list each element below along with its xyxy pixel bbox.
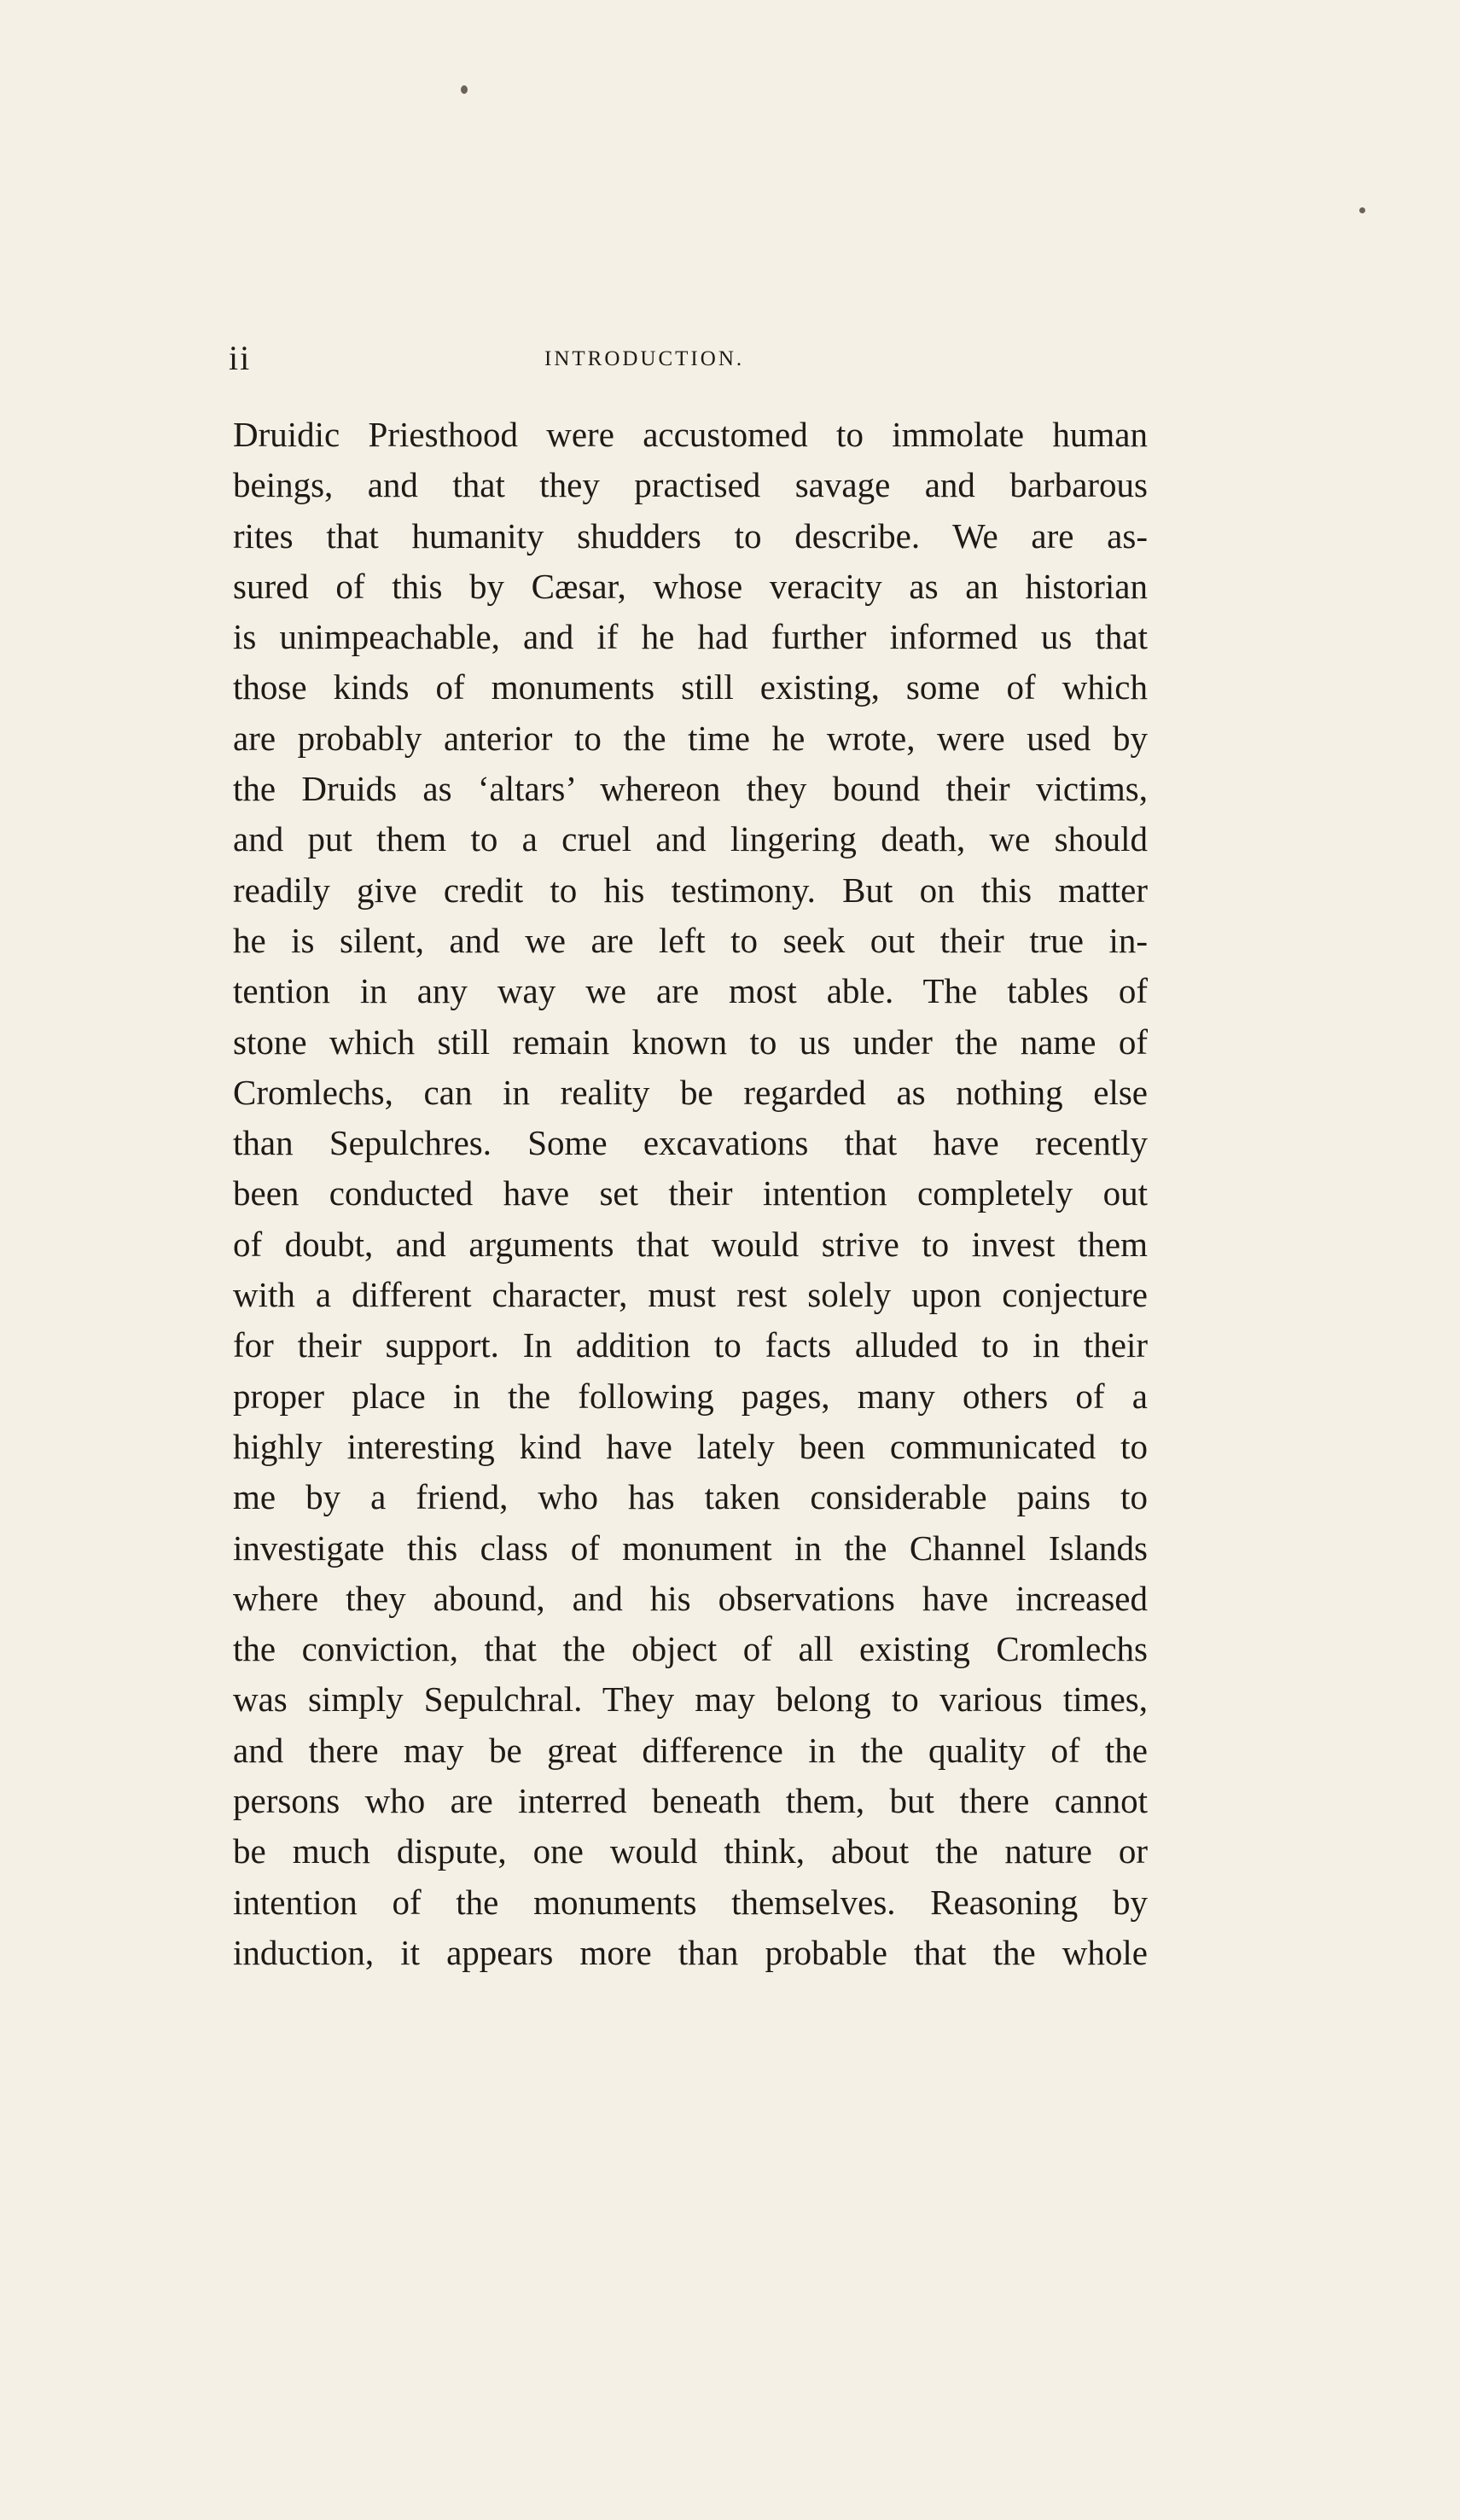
- text-line: Druidic Priesthood were accustomed to immolate human: [233, 415, 1148, 454]
- text-line: he is silent, and we are left to seek out their true in-: [233, 920, 1148, 960]
- text-line: was simply Sepulchral. They may belong to various times,: [233, 1679, 1148, 1720]
- running-head: [229, 337, 1150, 380]
- text-line: been conducted have set their intention completely out: [233, 1173, 1148, 1213]
- text-line: induction, it appears more than probable that the whole: [233, 1932, 1148, 1972]
- text-line: me by a friend, who has taken considerable pains to: [233, 1477, 1148, 1517]
- text-line: Cromlechs, can in reality be regarded as nothing else: [233, 1072, 1148, 1112]
- text-line: sured of this by Cæsar, whose veracity as an historian: [233, 566, 1148, 606]
- text-line: the Druids as ‘altars’ whereon they bound their victims,: [233, 769, 1148, 809]
- page-number: ii: [229, 339, 252, 377]
- text-line: of doubt, and arguments that would strive to invest them: [233, 1224, 1148, 1264]
- text-line: stone which still remain known to us under the name of: [233, 1021, 1148, 1062]
- body-text: [233, 410, 1148, 1978]
- text-line: beings, and that they practised savage and barbarous: [233, 465, 1148, 505]
- text-line: and put them to a cruel and lingering death, we should: [233, 819, 1148, 859]
- text-line: be much dispute, one would think, about the nature or: [233, 1831, 1148, 1871]
- text-line: and there may be great difference in the quality of the: [233, 1730, 1148, 1770]
- paper-speck: [1359, 207, 1365, 213]
- text-line: readily give credit to his testimony. But on this matter: [233, 870, 1148, 910]
- text-line: are probably anterior to the time he wrote, were used by: [233, 718, 1148, 758]
- text-line: highly interesting kind have lately been communicated to: [233, 1426, 1148, 1466]
- text-line: the conviction, that the object of all existing Cromlechs: [233, 1629, 1148, 1669]
- text-line: intention of the monuments themselves. Reasoning by: [233, 1882, 1148, 1922]
- text-line: for their support. In addition to facts alluded to in their: [233, 1325, 1148, 1365]
- text-line: where they abound, and his observations have increased: [233, 1578, 1148, 1618]
- text-line: investigate this class of monument in the Channel Islands: [233, 1528, 1148, 1568]
- text-line: tention in any way we are most able. The tables of: [233, 971, 1148, 1011]
- text-line: is unimpeachable, and if he had further informed us that: [233, 617, 1148, 657]
- text-line: persons who are interred beneath them, but there cannot: [233, 1781, 1148, 1821]
- text-line: with a different character, must rest solely upon conjecture: [233, 1275, 1148, 1315]
- text-line: those kinds of monuments still existing, some of which: [233, 667, 1148, 707]
- running-title: INTRODUCTION.: [544, 347, 745, 370]
- text-line: than Sepulchres. Some excavations that have recently: [233, 1123, 1148, 1163]
- text-line: rites that humanity shudders to describe. We are as-: [233, 515, 1148, 556]
- paper-speck: [461, 85, 468, 94]
- text-line: proper place in the following pages, many others of a: [233, 1376, 1148, 1416]
